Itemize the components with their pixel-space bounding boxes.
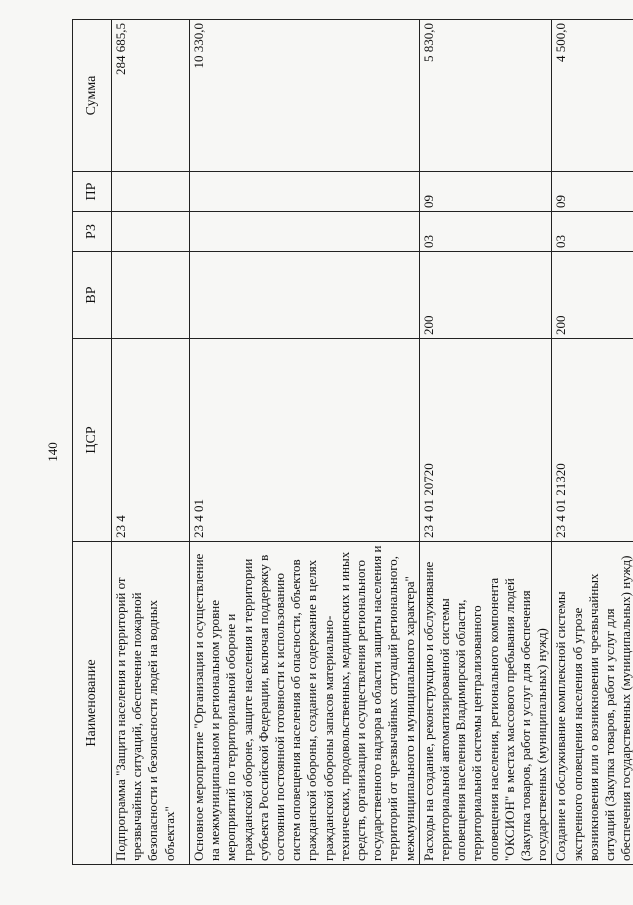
row-pr: 09	[419, 172, 552, 212]
table-header-row	[73, 20, 112, 865]
header-pr: ПР	[73, 172, 112, 212]
header-vr: ВР	[73, 252, 112, 339]
table-row	[552, 20, 633, 865]
header-csr: ЦСР	[73, 339, 112, 542]
row-sum: 4 500,0	[552, 20, 633, 172]
row-pr	[190, 172, 420, 212]
row-name: Основное мероприятие "Организация и осуществление на межмуниципальном и региональном уровне мероприятий по территориальной обороне и гражданской обороне, защите населения и территории субъекта Российской Федерации, включая поддержку в состоянии постоянной готовности к использованию систем оповещения населения об опасности, объектов гражданской обороны, создание и содержание в целях гражданской обороны запасов материально-технических, продовольственных, медицинских и иных средств, организации и осуществления регионального государственного надзора в области защиты населения и территорий от чрезвычайных ситуаций регионального, межмуниципального и муниципального характера"	[190, 542, 420, 865]
row-name: Подпрограмма "Защита населения и территорий от чрезвычайных ситуаций, обеспечение пожарной безопасности и безопасности людей на водных объектах"	[112, 542, 190, 865]
page-number: 140	[45, 442, 60, 462]
row-sum: 5 830,0	[419, 20, 552, 172]
row-csr: 23 4 01	[190, 339, 420, 542]
row-vr	[190, 252, 420, 339]
row-pr	[112, 172, 190, 212]
budget-table-frame	[72, 20, 633, 865]
row-pr: 09	[552, 172, 633, 212]
table-row	[112, 20, 190, 865]
row-vr	[112, 252, 190, 339]
row-vr: 200	[419, 252, 552, 339]
header-name: Наименование	[73, 542, 112, 865]
header-sum: Сумма	[73, 20, 112, 172]
row-name: Расходы на создание, реконструкцию и обслуживание территориальной автоматизированной системы оповещения населения Владимирской области, территориальной системы централизованного оповещения населения, регионального компонента "ОКСИОН" в местах массового пребывания людей (Закупка товаров, работ и услуг для обеспечения государственных (муниципальных) нужд)	[419, 542, 552, 865]
budget-table	[72, 19, 633, 865]
row-sum: 284 685,5	[112, 20, 190, 172]
table-row	[419, 20, 552, 865]
row-rz	[190, 212, 420, 252]
row-name: Создание и обслуживание комплексной системы экстренного оповещения населения об угрозе возникновения или о возникновении чрезвычайных ситуаций (Закупка товаров, работ и услуг для обеспечения государственных (муниципальных) нужд)	[552, 542, 633, 865]
row-vr: 200	[552, 252, 633, 339]
row-sum: 10 330,0	[190, 20, 420, 172]
row-rz: 03	[419, 212, 552, 252]
row-csr: 23 4 01 21320	[552, 339, 633, 542]
table-row	[190, 20, 420, 865]
header-rz: РЗ	[73, 212, 112, 252]
row-csr: 23 4	[112, 339, 190, 542]
row-rz	[112, 212, 190, 252]
row-csr: 23 4 01 20720	[419, 339, 552, 542]
row-rz: 03	[552, 212, 633, 252]
